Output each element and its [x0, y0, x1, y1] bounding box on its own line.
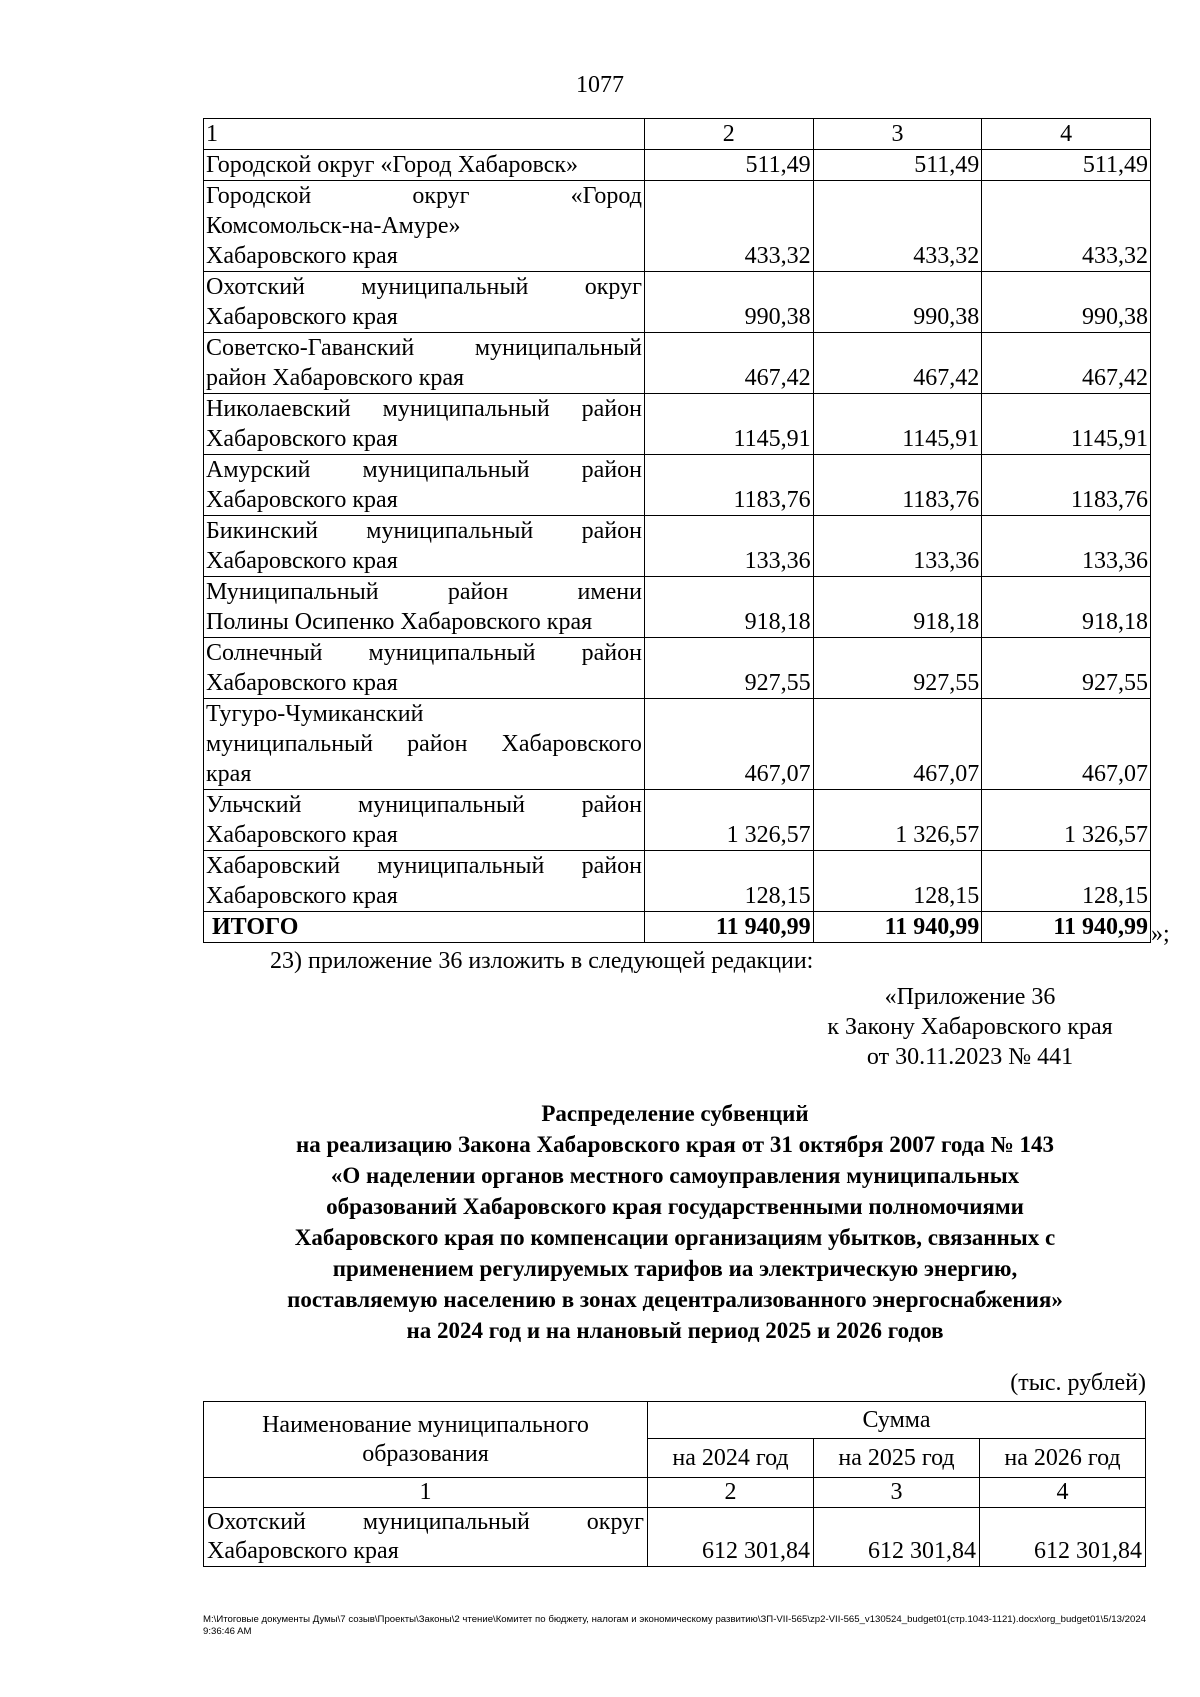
- total-row: [204, 912, 1151, 943]
- amount-cell: 133,36: [813, 516, 982, 577]
- appendix-line: к Закону Хабаровского края: [827, 1014, 1113, 1040]
- amount-cell: 133,36: [982, 516, 1151, 577]
- municipality-name: [204, 638, 645, 699]
- municipality-name-line: Полины Осипенко Хабаровского края: [206, 609, 593, 635]
- title-line: применением регулируемых тарифов иа электрическую энергию,: [332, 1256, 1018, 1281]
- amount-cell: 918,18: [982, 577, 1151, 638]
- title-line: «О наделении органов местного самоуправления муниципальных: [330, 1163, 1020, 1188]
- column-number: 3: [814, 1478, 980, 1508]
- amount-cell: 918,18: [813, 577, 982, 638]
- column-number: 3: [813, 119, 982, 150]
- amount-cell: 467,42: [982, 333, 1151, 394]
- title-line: Хабаровского края по компенсации организациям убытков, связанных с: [294, 1225, 1056, 1250]
- table-row: [204, 455, 1151, 516]
- amount-cell: 612 301,84: [814, 1508, 980, 1567]
- amount-cell: 467,42: [813, 333, 982, 394]
- title-line: поставляемую населению в зонах децентрализованного энергоснабжения»: [287, 1287, 1063, 1312]
- amount-cell: 511,49: [644, 150, 813, 181]
- municipality-name-line: Хабаровского края: [206, 670, 398, 696]
- amount-cell: 918,18: [644, 577, 813, 638]
- table-row: [204, 150, 1151, 181]
- total-label: ИТОГО: [204, 912, 645, 943]
- municipality-name-line: Солнечный муниципальный район: [206, 640, 642, 666]
- municipality-name-line: края: [206, 761, 252, 787]
- municipality-name-line: Городской округ «Город Хабаровск»: [206, 152, 579, 178]
- municipality-name-line: Амурский муниципальный район: [206, 457, 642, 483]
- appendix-line: «Приложение 36: [884, 984, 1056, 1010]
- table-row: [204, 272, 1151, 333]
- page-number: 1077: [576, 72, 624, 98]
- title-line: на 2024 год и на нлановый период 2025 и 2026 годов: [406, 1318, 944, 1343]
- appendix-line: от 30.11.2023 № 441: [866, 1044, 1074, 1070]
- municipality-name: [204, 790, 645, 851]
- municipality-name-line: Тугуро-Чумиканский: [206, 701, 424, 727]
- table-row: [204, 394, 1151, 455]
- document-title: [150, 1098, 1200, 1346]
- year-header: на 2026 год: [980, 1439, 1146, 1478]
- table-row: [204, 516, 1151, 577]
- municipality-name-line: Хабаровского края: [206, 548, 398, 574]
- municipality-name-line: Комсомольск-на-Амуре»: [206, 213, 461, 239]
- amount-cell: 511,49: [813, 150, 982, 181]
- amount-cell: 433,32: [982, 181, 1151, 272]
- title-line: на реализацию Закона Хабаровского края от 31 октября 2007 года № 143: [296, 1132, 1054, 1157]
- year-header: на 2025 год: [814, 1439, 980, 1478]
- amount-cell: 433,32: [644, 181, 813, 272]
- table-row: [204, 181, 1151, 272]
- municipality-name-line: Охотский муниципальный округ: [206, 274, 642, 300]
- municipality-name: [204, 181, 645, 272]
- table-row: [204, 1508, 1146, 1567]
- amount-cell: 133,36: [644, 516, 813, 577]
- amount-cell: 467,42: [644, 333, 813, 394]
- table-header-row: [204, 119, 1151, 150]
- municipality-name-line: Хабаровского края: [206, 243, 398, 269]
- amount-cell: 990,38: [644, 272, 813, 333]
- amount-cell: 467,07: [982, 699, 1151, 790]
- table-row: [204, 577, 1151, 638]
- municipality-name-line: Охотский муниципальный округ: [207, 1509, 644, 1535]
- municipality-name-line: Хабаровский муниципальный район: [206, 853, 642, 879]
- municipality-name-line: район Хабаровского края: [206, 365, 465, 391]
- amount-cell: 11 940,99: [644, 912, 813, 943]
- amount-cell: 433,32: [813, 181, 982, 272]
- subsidy-distribution-table: [203, 1401, 1146, 1567]
- municipality-name: [204, 150, 645, 181]
- amount-cell: 612 301,84: [648, 1508, 814, 1567]
- amount-cell: 128,15: [644, 851, 813, 912]
- municipality-name: [204, 1508, 648, 1567]
- amount-cell: 612 301,84: [980, 1508, 1146, 1567]
- municipality-name-line: Хабаровского края: [207, 1538, 399, 1564]
- amount-cell: 1 326,57: [982, 790, 1151, 851]
- column-number: 4: [980, 1478, 1146, 1508]
- municipality-name-line: Хабаровского края: [206, 426, 398, 452]
- amount-cell: 1145,91: [644, 394, 813, 455]
- municipality-name: [204, 699, 645, 790]
- municipality-name: [204, 394, 645, 455]
- amount-cell: 128,15: [813, 851, 982, 912]
- column-number: 1: [204, 1478, 648, 1508]
- table-row: [204, 851, 1151, 912]
- name-column-header: Наименование муниципального образования: [204, 1402, 648, 1478]
- amount-cell: 467,07: [644, 699, 813, 790]
- title-line: образований Хабаровского края государственными полномочиями: [326, 1194, 1024, 1219]
- amount-cell: 927,55: [644, 638, 813, 699]
- column-number: 2: [648, 1478, 814, 1508]
- amount-cell: 128,15: [982, 851, 1151, 912]
- municipality-name: [204, 272, 645, 333]
- amount-cell: 1183,76: [982, 455, 1151, 516]
- year-header: на 2024 год: [648, 1439, 814, 1478]
- municipality-name-line: Муниципальный район имени: [206, 579, 642, 605]
- municipality-name: [204, 333, 645, 394]
- table-row: [204, 699, 1151, 790]
- column-number: 2: [644, 119, 813, 150]
- title-line: Распределение субвенций: [541, 1101, 809, 1126]
- column-numbers-row: [204, 1478, 1146, 1508]
- column-number: 1: [204, 119, 645, 150]
- amount-cell: 1145,91: [982, 394, 1151, 455]
- units-label: (тыс. рублей): [1010, 1370, 1146, 1396]
- municipality-name-line: Хабаровского края: [206, 304, 398, 330]
- appendix-reference: [800, 982, 1140, 1072]
- table-header-row: [204, 1402, 1146, 1439]
- column-number: 4: [982, 119, 1151, 150]
- subsidy-table-continued: [203, 118, 1151, 943]
- amount-cell: 990,38: [813, 272, 982, 333]
- municipality-name-line: Ульчский муниципальный район: [206, 792, 642, 818]
- municipality-name-line: Бикинский муниципальный район: [206, 518, 642, 544]
- amount-cell: 1 326,57: [813, 790, 982, 851]
- municipality-name-line: Советско-Гаванский муниципальный: [206, 335, 642, 361]
- municipality-name-line: Городской округ «Город: [206, 183, 642, 209]
- table-row: [204, 333, 1151, 394]
- amount-cell: 1145,91: [813, 394, 982, 455]
- amount-cell: 511,49: [982, 150, 1151, 181]
- amount-cell: 11 940,99: [982, 912, 1151, 943]
- closing-quote: »;: [1151, 921, 1170, 947]
- amount-cell: 467,07: [813, 699, 982, 790]
- sum-column-header: Сумма: [648, 1402, 1146, 1439]
- amount-cell: 1 326,57: [644, 790, 813, 851]
- municipality-name: [204, 455, 645, 516]
- table-row: [204, 790, 1151, 851]
- amount-cell: 927,55: [813, 638, 982, 699]
- amount-cell: 1183,76: [644, 455, 813, 516]
- amount-cell: 11 940,99: [813, 912, 982, 943]
- amount-cell: 990,38: [982, 272, 1151, 333]
- amendment-instruction: 23) приложение 36 изложить в следующей редакции:: [270, 948, 814, 974]
- municipality-name-line: муниципальный район Хабаровского: [206, 731, 642, 757]
- municipality-name-line: Николаевский муниципальный район: [206, 396, 642, 422]
- municipality-name-line: Хабаровского края: [206, 883, 398, 909]
- amount-cell: 1183,76: [813, 455, 982, 516]
- municipality-name: [204, 516, 645, 577]
- municipality-name: [204, 851, 645, 912]
- amount-cell: 927,55: [982, 638, 1151, 699]
- table-row: [204, 638, 1151, 699]
- file-path-footer: M:\Итоговые документы Думы\7 созыв\Проекты\Законы\2 чтение\Комитет по бюджету, налогам и экономическому развитию\ЗП-VII-565\zp2-VII-565_v130524_budget01(стр.1043-1121).docx\org_budget01\5/13/2024 9:36:46 AM: [203, 1614, 1146, 1637]
- municipality-name-line: Хабаровского края: [206, 487, 398, 513]
- municipality-name: [204, 577, 645, 638]
- municipality-name-line: Хабаровского края: [206, 822, 398, 848]
